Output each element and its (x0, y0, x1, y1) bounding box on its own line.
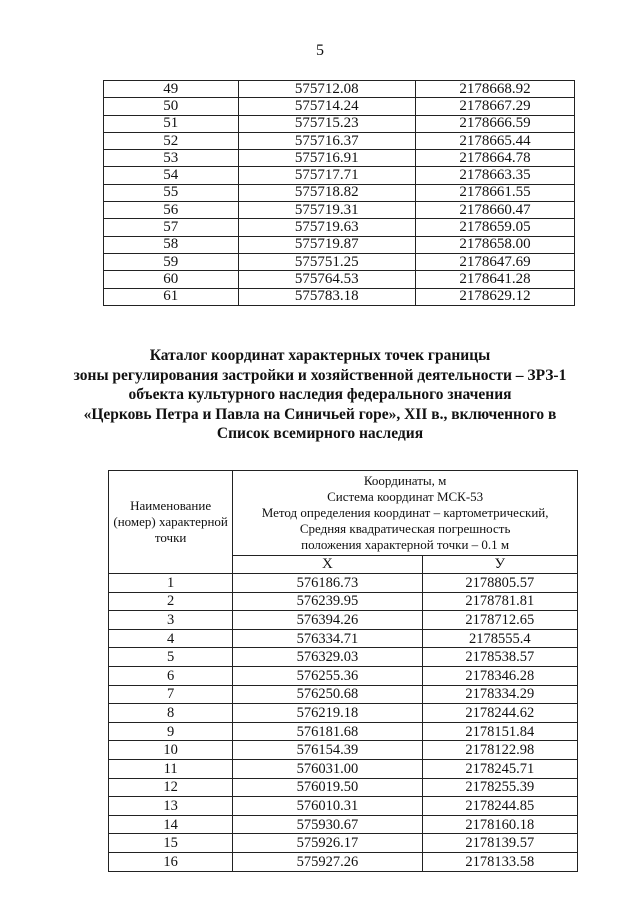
y-coordinate-cell: 2178805.57 (422, 574, 577, 593)
table-row (109, 834, 578, 853)
x-coordinate-cell: 576219.18 (233, 704, 422, 723)
table-row (109, 759, 578, 778)
catalog-heading (60, 346, 580, 444)
point-number-cell: 12 (109, 778, 233, 797)
point-number-cell: 10 (109, 741, 233, 760)
x-coordinate-cell: 575717.71 (238, 167, 416, 184)
y-coordinate-cell: 2178255.39 (422, 778, 577, 797)
y-coordinate-cell: 2178667.29 (416, 98, 575, 115)
table-row (109, 852, 578, 871)
point-number-cell: 57 (104, 219, 239, 236)
point-number-cell: 13 (109, 797, 233, 816)
table-row (109, 629, 578, 648)
table-row (104, 184, 575, 201)
x-coordinate-cell: 575716.91 (238, 150, 416, 167)
point-number-cell: 8 (109, 704, 233, 723)
point-number-cell: 54 (104, 167, 239, 184)
table-row (109, 778, 578, 797)
table-row (104, 219, 575, 236)
y-coordinate-cell: 2178133.58 (422, 852, 577, 871)
x-coordinate-cell: 575783.18 (238, 288, 416, 305)
x-coordinate-cell: 575715.23 (238, 115, 416, 132)
point-number-cell: 61 (104, 288, 239, 305)
page-number: 5 (316, 42, 324, 59)
x-coordinate-cell: 576010.31 (233, 797, 422, 816)
header-coord-line: Система координат МСК-53 (327, 489, 484, 504)
point-number-cell: 11 (109, 759, 233, 778)
point-number-cell: 51 (104, 115, 239, 132)
x-coordinate-cell: 575719.31 (238, 202, 416, 219)
table-row (104, 202, 575, 219)
x-coordinate-cell: 576181.68 (233, 722, 422, 741)
y-coordinate-cell: 2178538.57 (422, 648, 577, 667)
y-coordinate-cell: 2178658.00 (416, 236, 575, 253)
table-row (104, 288, 575, 305)
table-row (104, 132, 575, 149)
table-row (104, 271, 575, 288)
coordinates-table-continued (103, 80, 575, 306)
heading-line: объекта культурного наследия федерального значения (128, 386, 512, 403)
x-coordinate-cell: 576186.73 (233, 574, 422, 593)
x-coordinate-cell: 575926.17 (233, 834, 422, 853)
point-number-cell: 9 (109, 722, 233, 741)
table-row (104, 253, 575, 270)
y-coordinate-cell: 2178665.44 (416, 132, 575, 149)
y-coordinate-cell: 2178666.59 (416, 115, 575, 132)
table-row (104, 236, 575, 253)
x-coordinate-cell: 576255.36 (233, 666, 422, 685)
point-number-cell: 3 (109, 611, 233, 630)
point-number-cell: 58 (104, 236, 239, 253)
x-coordinate-cell: 576031.00 (233, 759, 422, 778)
coordinates-table-zrz1 (108, 470, 578, 872)
point-number-cell: 14 (109, 815, 233, 834)
header-coord-line: Координаты, м (363, 473, 447, 488)
table-row (109, 574, 578, 593)
table-row (109, 815, 578, 834)
heading-line: зоны регулирования застройки и хозяйственной деятельности – ЗРЗ-1 (73, 366, 567, 384)
y-coordinate-cell: 2178160.18 (422, 815, 577, 834)
y-coordinate-cell: 2178244.62 (422, 704, 577, 723)
point-number-cell: 59 (104, 253, 239, 270)
point-number-cell: 53 (104, 150, 239, 167)
header-coord-line: Метод определения координат – картометрический, (261, 505, 549, 520)
table-row (104, 81, 575, 98)
heading-line: Список всемирного наследия (216, 425, 424, 442)
x-coordinate-cell: 575716.37 (238, 132, 416, 149)
y-coordinate-cell: 2178659.05 (416, 219, 575, 236)
table-row (109, 592, 578, 611)
y-coordinate-cell: 2178668.92 (416, 81, 575, 98)
table-row (109, 704, 578, 723)
y-coordinate-cell: 2178781.81 (422, 592, 577, 611)
y-coordinate-cell: 2178660.47 (416, 202, 575, 219)
table-row (109, 722, 578, 741)
y-coordinate-cell: 2178629.12 (416, 288, 575, 305)
y-coordinate-cell: 2178244.85 (422, 797, 577, 816)
point-number-cell: 5 (109, 648, 233, 667)
y-coordinate-cell: 2178661.55 (416, 184, 575, 201)
point-number-cell: 6 (109, 666, 233, 685)
table-row (104, 98, 575, 115)
x-coordinate-cell: 575719.63 (238, 219, 416, 236)
point-number-cell: 56 (104, 202, 239, 219)
x-coordinate-cell: 576019.50 (233, 778, 422, 797)
point-number-cell: 1 (109, 574, 233, 593)
point-number-cell: 15 (109, 834, 233, 853)
header-point-name: Наименование (номер) характерной точки (109, 471, 233, 574)
heading-line: «Церковь Петра и Павла на Синичьей горе», XII в., включенного в (83, 405, 557, 423)
table-row (109, 797, 578, 816)
x-coordinate-cell: 575751.25 (238, 253, 416, 270)
point-number-cell: 50 (104, 98, 239, 115)
x-coordinate-cell: 575764.53 (238, 271, 416, 288)
x-coordinate-cell: 576250.68 (233, 685, 422, 704)
x-coordinate-cell: 575718.82 (238, 184, 416, 201)
point-number-cell: 49 (104, 81, 239, 98)
point-number-cell: 16 (109, 852, 233, 871)
header-y: У (422, 556, 577, 574)
x-coordinate-cell: 575930.67 (233, 815, 422, 834)
x-coordinate-cell: 575714.24 (238, 98, 416, 115)
x-coordinate-cell: 576154.39 (233, 741, 422, 760)
point-number-cell: 7 (109, 685, 233, 704)
point-number-cell: 60 (104, 271, 239, 288)
table-row (104, 167, 575, 184)
x-coordinate-cell: 576239.95 (233, 592, 422, 611)
table-row (109, 648, 578, 667)
table-row (109, 611, 578, 630)
header-x: X (233, 556, 422, 574)
y-coordinate-cell: 2178139.57 (422, 834, 577, 853)
point-number-cell: 4 (109, 629, 233, 648)
x-coordinate-cell: 576394.26 (233, 611, 422, 630)
x-coordinate-cell: 575712.08 (238, 81, 416, 98)
y-coordinate-cell: 2178664.78 (416, 150, 575, 167)
x-coordinate-cell: 575719.87 (238, 236, 416, 253)
y-coordinate-cell: 2178122.98 (422, 741, 577, 760)
header-coord-line: Средняя квадратическая погрешность (299, 521, 511, 536)
y-coordinate-cell: 2178641.28 (416, 271, 575, 288)
table-row (109, 666, 578, 685)
table-row (104, 150, 575, 167)
y-coordinate-cell: 2178712.65 (422, 611, 577, 630)
y-coordinate-cell: 2178346.28 (422, 666, 577, 685)
x-coordinate-cell: 576334.71 (233, 629, 422, 648)
header-coord-line: положения характерной точки – 0.1 м (301, 537, 510, 552)
y-coordinate-cell: 2178647.69 (416, 253, 575, 270)
y-coordinate-cell: 2178334.29 (422, 685, 577, 704)
x-coordinate-cell: 576329.03 (233, 648, 422, 667)
y-coordinate-cell: 2178151.84 (422, 722, 577, 741)
table-row (109, 741, 578, 760)
y-coordinate-cell: 2178555.4 (422, 629, 577, 648)
heading-line: Каталог координат характерных точек границы (149, 347, 491, 364)
y-coordinate-cell: 2178663.35 (416, 167, 575, 184)
point-number-cell: 52 (104, 132, 239, 149)
point-number-cell: 55 (104, 184, 239, 201)
table-row (104, 115, 575, 132)
point-number-cell: 2 (109, 592, 233, 611)
table-row (109, 685, 578, 704)
header-coordinates (233, 471, 578, 556)
y-coordinate-cell: 2178245.71 (422, 759, 577, 778)
x-coordinate-cell: 575927.26 (233, 852, 422, 871)
